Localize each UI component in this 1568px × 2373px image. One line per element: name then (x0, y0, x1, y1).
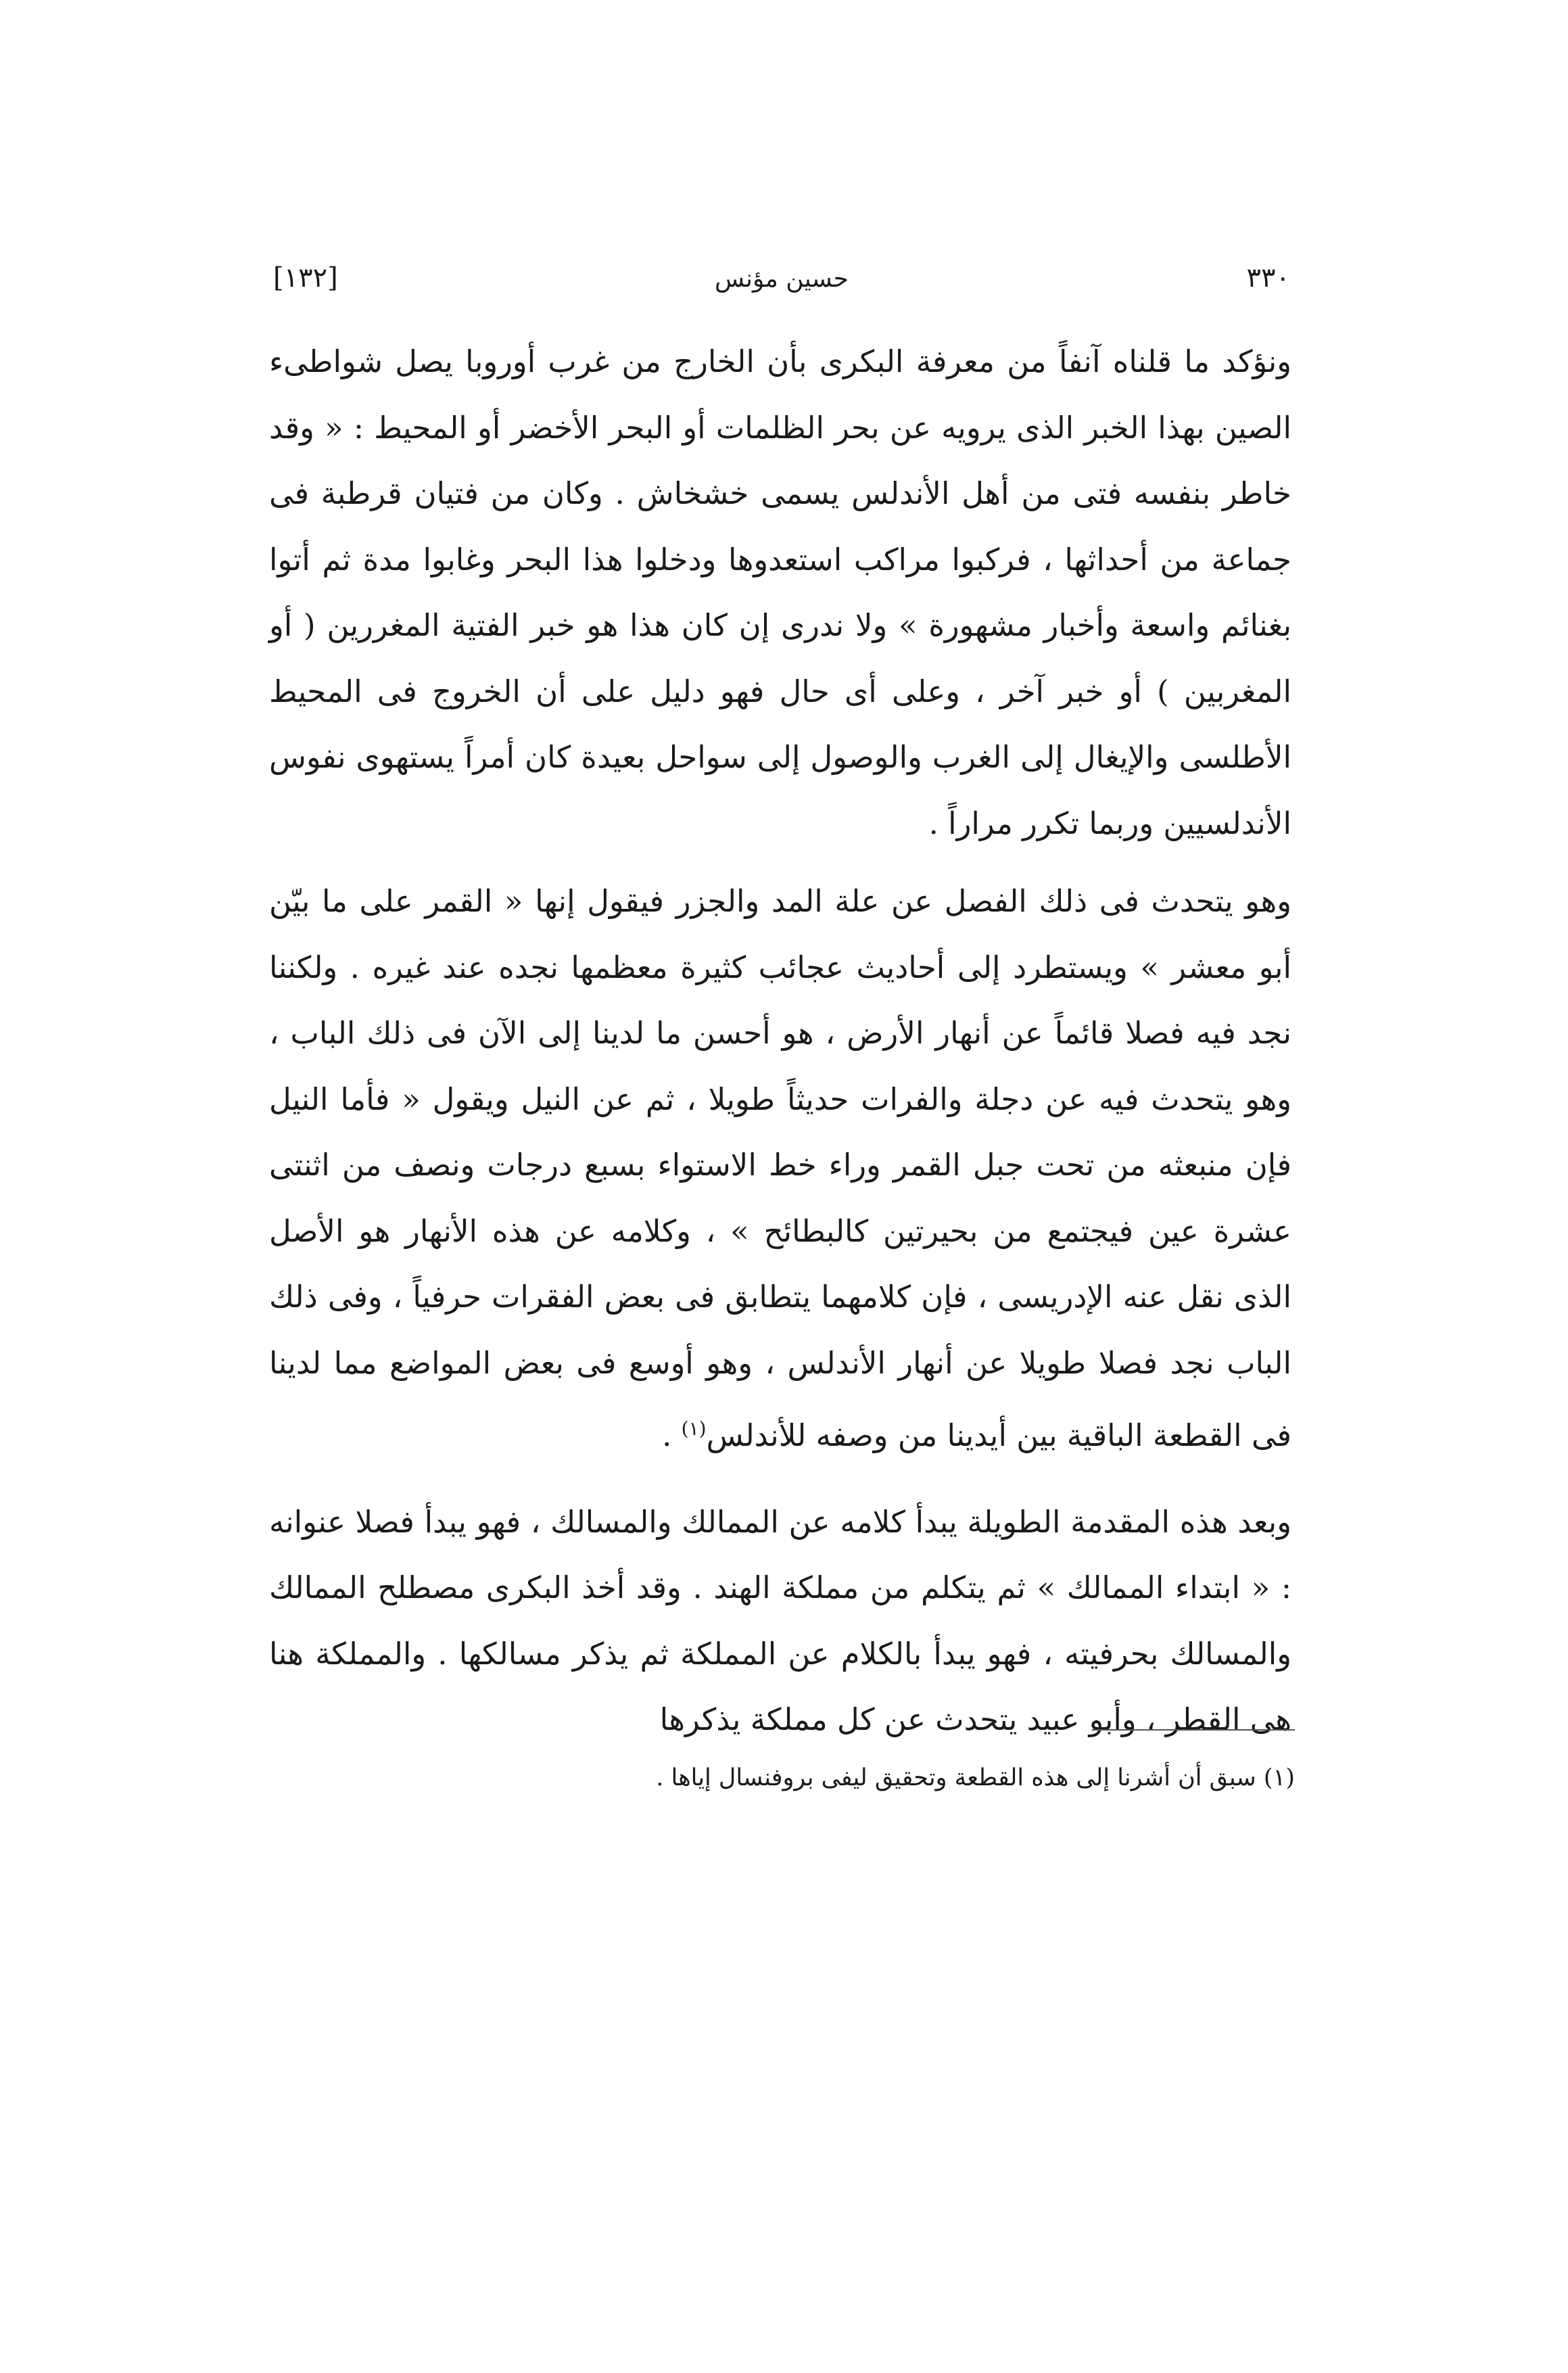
running-title: حسين مؤنس (715, 265, 849, 293)
paragraph-3: وبعد هذه المقدمة الطويلة يبدأ كلامه عن الممالك والمسالك ، فهو يبدأ فصلا عنوانه : « ابتداء الممالك » ثم يتكلم من مملكة الهند . وقد أخذ البكرى مصطلح الممالك والمسالك بحرفيته ، فهو يبدأ بالكلام عن المملكة ثم يذكر مسالكها . والمملكة هنا هى القطر ، وأبو عبيد يتحدث عن كل مملكة يذكرها (269, 1503, 1291, 1737)
footnote-divider (1092, 1729, 1295, 1731)
page-number: ٣٣٠ (1246, 262, 1290, 293)
bracket-number: [١٣٢] (273, 262, 338, 293)
paragraph-2-text: وهو يتحدث فى ذلك الفصل عن علة المد والجزر فيقول إنها « القمر على ما بيّن أبو معشر » ويستطرد إلى أحاديث عجائب كثيرة معظمها نجده عند غيره . ولكننا نجد فيه فصلا قائماً عن أنهار الأرض ، هو أحسن ما لدينا إلى الآن فى ذلك الباب ، وهو يتحدث فيه عن دجلة والفرات حديثاً طويلا ، ثم عن النيل ويقول « فأما النيل فإن منبعثه من تحت جبل القمر وراء خط الاستواء بسبع درجات ونصف من اثنتى عشرة عين فيجتمع من بحيرتين كالبطائح » ، وكلامه عن هذه الأنهار هو الأصل الذى نقل عنه الإدريسى ، فإن كلامهما يتطابق فى بعض الفقرات حرفياً ، وفى ذلك الباب نجد فصلا طويلا عن أنهار الأندلس ، وهو أوسع فى بعض المواضع مما لدينا فى القطعة الباقية بين أيدينا من وصفه للأندلس (269, 883, 1291, 1453)
footnote-text: سبق أن أشرنا إلى هذه القطعة وتحقيق ليفى بروفنسال إياها . (656, 1764, 1256, 1791)
footnote-reference[interactable]: (١) (681, 1417, 707, 1440)
footnote (348, 1760, 1295, 1795)
paragraph-2 (269, 868, 1291, 1469)
paragraph-1: ونؤكد ما قلناه آنفاً من معرفة البكرى بأن الخارج من غرب أوروبا يصل شواطىء الصين بهذا الخبر الذى يرويه عن بحر الظلمات أو البحر الأخضر أو المحيط : « وقد خاطر بنفسه فتى من أهل الأندلس يسمى خشخاش . وكان من فتيان قرطبة فى جماعة من أحداثها ، فركبوا مراكب استعدوها ودخلوا هذا البحر وغابوا مدة ثم أتوا بغنائم واسعة وأخبار مشهورة » ولا ندرى إن كان هذا هو خبر الفتية المغررين ( أو المغربين ) أو خبر آخر ، وعلى أى حال فهو دليل على أن الخروج فى المحيط الأطلسى والإيغال إلى الغرب والوصول إلى سواحل بعيدة كان أمراً يستهوى نفوس الأندلسيين وربما تكرر مراراً . (269, 344, 1291, 841)
body-text (269, 329, 1291, 1737)
paragraph-2-end: . (662, 1417, 682, 1453)
page-header (273, 262, 1290, 310)
footnote-marker: (١) (1263, 1764, 1295, 1791)
